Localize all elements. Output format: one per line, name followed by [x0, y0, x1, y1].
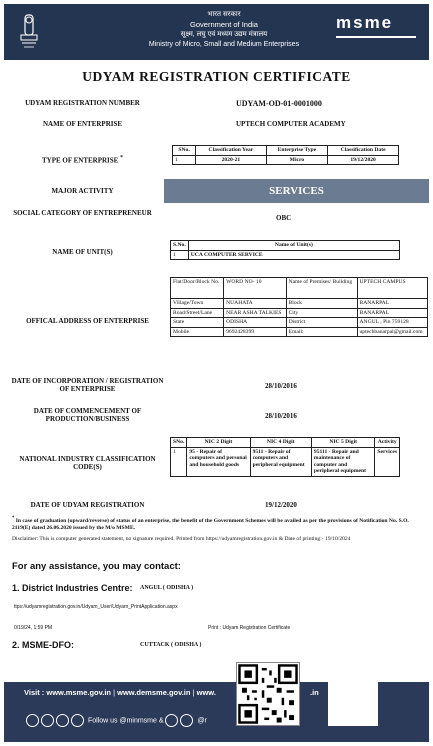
- footer-visit-line: Visit : www.msme.gov.in | www.demsme.gov.in | www.: [24, 688, 216, 697]
- social-icon[interactable]: [165, 714, 178, 727]
- table-cell: Email:: [286, 327, 357, 337]
- table-cell: Flat/Door/Block No.: [171, 278, 224, 299]
- graduation-note-asterisk: *: [12, 516, 15, 521]
- table-header: SNo.: [173, 146, 196, 156]
- disclaimer-note: Disclaimer: This is computer generated statement, no signature required. Printed from https://udyamregistration.gov.in & Date of printing:- 19/10/2024: [12, 536, 351, 542]
- enterprise-type-label: [10, 154, 155, 164]
- table-cell: 95 - Repair of computers and personal and household goods: [187, 447, 250, 476]
- table-cell: uptechbanarpal@gmail.com: [357, 327, 428, 337]
- table-row: [171, 447, 400, 476]
- msme-logo: msme: [336, 13, 394, 32]
- table-row: [173, 155, 399, 165]
- table-cell: 1: [173, 155, 196, 165]
- table-cell: 9511 - Repair of computers and peripheral equipment: [250, 447, 311, 476]
- table-row: [171, 278, 428, 299]
- table-cell: 19/12/2020: [328, 155, 399, 165]
- youtube-icon[interactable]: [71, 714, 84, 727]
- commencement-date-value: 28/10/2016: [265, 412, 297, 420]
- print-time: 0/19/24, 1:59 PM: [14, 625, 53, 631]
- table-row: [171, 250, 400, 260]
- gov-hindi-line: भारत सरकार: [207, 11, 241, 18]
- enterprise-type-label-text: TYPE OF ENTERPRISE: [41, 156, 119, 165]
- table-header: Name of Unit(s): [188, 241, 399, 251]
- table-row: [171, 299, 428, 309]
- major-activity-value: SERVICES: [164, 179, 429, 203]
- table-cell: 1: [171, 447, 187, 476]
- header-banner: [4, 4, 429, 60]
- table-header: Enterprise Type: [266, 146, 328, 156]
- follow-text: Follow us @minmsme &: [87, 717, 164, 725]
- table-header: NIC 5 Digit: [311, 438, 375, 448]
- table-cell: Village/Town: [171, 299, 224, 309]
- table-cell: ANGUL , Pin 759128: [357, 318, 428, 328]
- dfo-label: 2. MSME-DFO:: [12, 640, 74, 650]
- ministry-english-line: Ministry of Micro, Small and Medium Enterprises: [148, 41, 300, 48]
- site-link-third[interactable]: www.: [196, 688, 216, 697]
- linkedin-icon[interactable]: [56, 714, 69, 727]
- major-activity-label: MAJOR ACTIVITY: [51, 187, 114, 195]
- table-cell: UCA COMPUTER SERVICE: [188, 250, 399, 260]
- table-cell: NEAR ASHA TALKIES: [224, 308, 286, 318]
- dic-label: 1. District Industries Centre:: [12, 583, 133, 593]
- enterprise-name-label: NAME OF ENTERPRISE: [42, 120, 123, 128]
- table-header-row: [171, 241, 400, 251]
- qr-code-icon: [236, 662, 300, 726]
- facebook-icon[interactable]: [26, 714, 39, 727]
- graduation-note-text: In case of graduation (upward/reverse) of status of an enterprise, the benefit of the Government Schemes will be availed as per the provisions of Notification No. S.O. 2119(E) dated 26.06.2020 issued by the M/o MSME.: [12, 517, 409, 531]
- table-row: [171, 327, 428, 337]
- table-header-row: [173, 146, 399, 156]
- government-title-block: [124, 10, 324, 50]
- table-header: Classification Year: [196, 146, 266, 156]
- table-cell: Services: [375, 447, 400, 476]
- table-cell: 1: [171, 250, 189, 260]
- incorporation-date-value: 28/10/2016: [265, 382, 297, 390]
- table-cell: State: [171, 318, 224, 328]
- commencement-date-label: DATE OF COMMENCEMENT OF PRODUCTION/BUSINESS: [33, 407, 142, 423]
- gov-english-line: Government of India: [190, 20, 258, 29]
- social-icon[interactable]: [180, 714, 193, 727]
- table-cell: WORD NO- 10: [224, 278, 286, 299]
- footer-social-line: [26, 714, 207, 727]
- table-cell: Micro: [266, 155, 328, 165]
- footer-handle: @r: [197, 717, 207, 725]
- table-header: Classification Date: [328, 146, 399, 156]
- table-cell: 9692428399: [224, 327, 286, 337]
- ministry-hindi-line: सूक्ष्म, लघु एवं मध्यम उद्यम मंत्रालय: [180, 31, 268, 38]
- table-cell: 2020-21: [196, 155, 266, 165]
- site-link-demsme[interactable]: www.demsme.gov.in: [117, 688, 191, 697]
- enterprise-name-value: UPTECH COMPUTER ACADEMY: [236, 120, 346, 128]
- nic-table: [170, 437, 400, 477]
- incorporation-date-label: DATE OF INCORPORATION / REGISTRATION OF ENTERPRISE: [11, 377, 164, 393]
- table-row: [171, 318, 428, 328]
- print-title: Print : Udyam Registration Certificate: [208, 625, 291, 631]
- table-cell: Name of Premises/ Building: [286, 278, 357, 299]
- table-header: Activity: [375, 438, 400, 448]
- table-cell: UPTECH CAMPUS: [357, 278, 428, 299]
- table-header: NIC 4 Digit: [250, 438, 311, 448]
- msme-logo-underline: [336, 36, 416, 38]
- table-cell: District: [286, 318, 357, 328]
- dic-value: ANGUL ( ODISHA ): [140, 585, 194, 591]
- units-table: [170, 240, 400, 260]
- dfo-value: CUTTACK ( ODISHA ): [140, 642, 202, 648]
- reg-number-label: UDYAM REGISTRATION NUMBER: [25, 99, 140, 107]
- table-cell: BANARPAL: [357, 308, 428, 318]
- site-link-msme[interactable]: www.msme.gov.in: [46, 688, 111, 697]
- social-category-label: SOCIAL CATEGORY OF ENTREPRENEUR: [13, 209, 152, 217]
- reg-number-value: UDYAM-OD-01-0001000: [236, 99, 322, 108]
- enterprise-type-asterisk: *: [120, 155, 124, 161]
- nic-label: NATIONAL INDUSTRY CLASSIFICATION CODE(S): [19, 455, 156, 471]
- print-url: ttps://udyamregistration.gov.in/Udyam_User/Udyam_PrintApplication.aspx: [14, 604, 178, 610]
- graduation-note: [12, 515, 422, 532]
- table-row: [171, 308, 428, 318]
- table-cell: Mobile: [171, 327, 224, 337]
- table-cell: City: [286, 308, 357, 318]
- social-category-value: OBC: [276, 214, 292, 222]
- table-cell: Block: [286, 299, 357, 309]
- address-label: OFFICAL ADDRESS OF ENTERPRISE: [26, 317, 149, 325]
- units-label: NAME OF UNIT(S): [52, 248, 113, 256]
- instagram-icon[interactable]: [41, 714, 54, 727]
- table-header: S.No.: [171, 241, 189, 251]
- blank-box: [328, 670, 378, 726]
- udyam-date-value: 19/12/2020: [265, 501, 297, 509]
- udyam-date-label: DATE OF UDYAM REGISTRATION: [30, 501, 145, 509]
- table-cell: ODISHA: [224, 318, 286, 328]
- assistance-heading: For any assistance, you may contact:: [12, 561, 181, 572]
- certificate-title: UDYAM REGISTRATION CERTIFICATE: [82, 69, 351, 84]
- table-header: NIC 2 Digit: [187, 438, 250, 448]
- table-cell: NUAHATA: [224, 299, 286, 309]
- table-header-row: [171, 438, 400, 448]
- national-emblem-icon: [16, 11, 42, 53]
- table-cell: BANARPAL: [357, 299, 428, 309]
- enterprise-type-table: [172, 145, 399, 165]
- address-table: [170, 277, 428, 337]
- table-cell: Road/Street/Lane: [171, 308, 224, 318]
- table-cell: 95111 - Repair and maintenance of computer and peripheral equipment: [311, 447, 375, 476]
- table-header: SNo.: [171, 438, 187, 448]
- site-link-third-end: .in: [310, 688, 319, 697]
- visit-label: Visit :: [24, 688, 45, 697]
